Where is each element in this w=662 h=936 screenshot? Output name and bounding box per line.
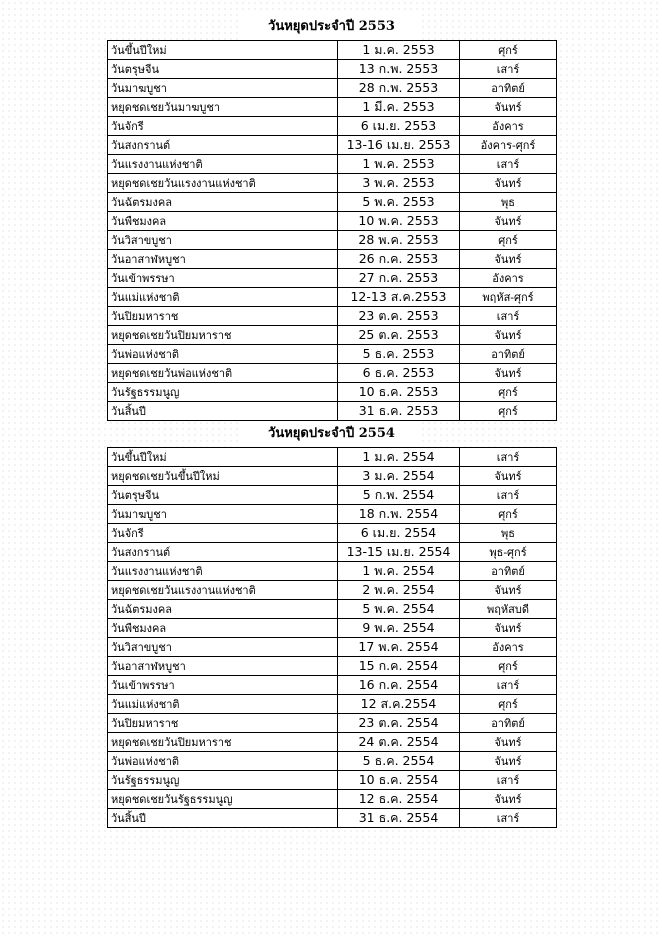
holiday-row (108, 619, 557, 638)
holiday-date-text: 27 ก.ค. 2553 (358, 270, 439, 285)
holiday-weekday: จันทร์ (460, 733, 557, 752)
holiday-name: วันปิยมหาราช (108, 307, 338, 326)
holiday-date (338, 250, 460, 269)
holiday-weekday: อาทิตย์ (460, 714, 557, 733)
holiday-date-text: 1 มี.ค. 2553 (362, 99, 435, 114)
holiday-weekday: ศุกร์ (460, 383, 557, 402)
holiday-weekday: เสาร์ (460, 771, 557, 790)
holiday-date-text: 26 ก.ค. 2553 (358, 251, 439, 266)
holiday-weekday: อาทิตย์ (460, 345, 557, 364)
holiday-name: วันวิสาขบูชา (108, 638, 338, 657)
holiday-row (108, 809, 557, 828)
holiday-date-text: 5 พ.ค. 2553 (362, 194, 435, 209)
holiday-date (338, 41, 460, 60)
holiday-name: วันฉัตรมงคล (108, 600, 338, 619)
holiday-row (108, 543, 557, 562)
holiday-name: วันขึ้นปีใหม่ (108, 41, 338, 60)
holiday-date (338, 117, 460, 136)
holiday-name: หยุดชดเชยวันรัฐธรรมนูญ (108, 790, 338, 809)
holiday-date (338, 269, 460, 288)
holiday-row (108, 467, 557, 486)
holiday-date-text: 12 ส.ค.2554 (360, 696, 437, 711)
holiday-weekday: พฤหัส-ศุกร์ (460, 288, 557, 307)
holiday-row (108, 326, 557, 345)
holiday-name: วันรัฐธรรมนูญ (108, 771, 338, 790)
holiday-row (108, 269, 557, 288)
holiday-date (338, 326, 460, 345)
holiday-name: วันจักรี (108, 117, 338, 136)
holiday-weekday: ศุกร์ (460, 231, 557, 250)
holiday-name: วันพ่อแห่งชาติ (108, 752, 338, 771)
holiday-row (108, 562, 557, 581)
holiday-name: วันขึ้นปีใหม่ (108, 448, 338, 467)
holiday-date-text: 13-15 เม.ย. 2554 (346, 544, 451, 559)
holiday-weekday: อาทิตย์ (460, 562, 557, 581)
holiday-date-text: 10 ธ.ค. 2553 (358, 384, 439, 399)
holiday-date (338, 79, 460, 98)
holiday-row (108, 41, 557, 60)
holiday-date-text: 9 พ.ค. 2554 (362, 620, 435, 635)
holiday-weekday: จันทร์ (460, 619, 557, 638)
holiday-row (108, 790, 557, 809)
holiday-date (338, 345, 460, 364)
holiday-row (108, 486, 557, 505)
holiday-weekday: อาทิตย์ (460, 79, 557, 98)
holiday-name: หยุดชดเชยวันปิยมหาราช (108, 326, 338, 345)
holiday-weekday: อังคาร (460, 269, 557, 288)
holiday-date (338, 402, 460, 421)
holiday-weekday: เสาร์ (460, 448, 557, 467)
holiday-name: วันตรุษจีน (108, 60, 338, 79)
holiday-weekday: พุธ (460, 524, 557, 543)
holiday-row (108, 174, 557, 193)
holiday-weekday: อังคาร (460, 638, 557, 657)
holiday-name: หยุดชดเชยวันพ่อแห่งชาติ (108, 364, 338, 383)
holiday-date-text: 10 พ.ค. 2553 (358, 213, 439, 228)
holiday-date (338, 98, 460, 117)
holiday-name: วันฉัตรมงคล (108, 193, 338, 212)
holiday-name: วันเข้าพรรษา (108, 676, 338, 695)
holiday-row (108, 524, 557, 543)
holiday-name: วันอาสาฬหบูชา (108, 657, 338, 676)
holiday-date (338, 364, 460, 383)
holiday-row (108, 448, 557, 467)
holiday-table-2554 (107, 447, 557, 828)
holiday-weekday: เสาร์ (460, 676, 557, 695)
holiday-date (338, 600, 460, 619)
holiday-date (338, 448, 460, 467)
holiday-date-text: 2 พ.ค. 2554 (362, 582, 435, 597)
holiday-date-text: 10 ธ.ค. 2554 (358, 772, 439, 787)
holiday-date-text: 1 พ.ค. 2554 (362, 563, 435, 578)
holiday-weekday: ศุกร์ (460, 657, 557, 676)
holiday-row (108, 193, 557, 212)
holiday-row (108, 231, 557, 250)
holiday-name: วันสิ้นปี (108, 809, 338, 828)
holiday-row (108, 212, 557, 231)
holiday-name: วันอาสาฬหบูชา (108, 250, 338, 269)
holiday-row (108, 676, 557, 695)
holiday-date-text: 12 ธ.ค. 2554 (358, 791, 439, 806)
holiday-date-text: 13-16 เม.ย. 2553 (346, 137, 451, 152)
holiday-name: วันแรงงานแห่งชาติ (108, 562, 338, 581)
holiday-date (338, 505, 460, 524)
holiday-row (108, 250, 557, 269)
holiday-name: หยุดชดเชยวันขึ้นปีใหม่ (108, 467, 338, 486)
holiday-date-text: 12-13 ส.ค.2553 (350, 289, 447, 304)
holiday-date-text: 24 ต.ค. 2554 (358, 734, 439, 749)
holiday-date-text: 6 เม.ย. 2554 (360, 525, 437, 540)
holiday-row (108, 364, 557, 383)
holiday-row (108, 505, 557, 524)
holiday-date (338, 581, 460, 600)
holiday-date-text: 1 ม.ค. 2553 (362, 42, 435, 57)
holiday-name: วันเข้าพรรษา (108, 269, 338, 288)
holiday-date-text: 18 ก.พ. 2554 (358, 506, 439, 521)
holiday-weekday: เสาร์ (460, 155, 557, 174)
section-title-2554: วันหยุดประจำปี 2554 (242, 421, 422, 447)
holiday-date-text: 23 ต.ค. 2554 (358, 715, 439, 730)
holiday-weekday: อังคาร-ศุกร์ (460, 136, 557, 155)
holiday-date-text: 15 ก.ค. 2554 (358, 658, 439, 673)
holiday-row (108, 638, 557, 657)
holiday-date (338, 524, 460, 543)
holiday-name: วันแรงงานแห่งชาติ (108, 155, 338, 174)
holiday-name: วันพ่อแห่งชาติ (108, 345, 338, 364)
holiday-date (338, 231, 460, 250)
holiday-row (108, 581, 557, 600)
holiday-date (338, 676, 460, 695)
holiday-date-text: 16 ก.ค. 2554 (358, 677, 439, 692)
holiday-row (108, 600, 557, 619)
holiday-name: วันแม่แห่งชาติ (108, 695, 338, 714)
holiday-name: วันสงกรานต์ (108, 136, 338, 155)
holiday-date-text: 3 พ.ค. 2553 (362, 175, 435, 190)
holiday-date-text: 1 ม.ค. 2554 (362, 449, 435, 464)
holiday-name: หยุดชดเชยวันแรงงานแห่งชาติ (108, 581, 338, 600)
holiday-date-text: 5 ธ.ค. 2553 (362, 346, 435, 361)
holiday-weekday: เสาร์ (460, 307, 557, 326)
holiday-weekday: ศุกร์ (460, 505, 557, 524)
holiday-date (338, 657, 460, 676)
holiday-name: วันปิยมหาราช (108, 714, 338, 733)
section-title-2553: วันหยุดประจำปี 2553 (242, 14, 422, 40)
holiday-date (338, 155, 460, 174)
holiday-date-text: 13 ก.พ. 2553 (358, 61, 439, 76)
holiday-name: วันมาฆบูชา (108, 505, 338, 524)
holiday-date (338, 790, 460, 809)
holiday-weekday: จันทร์ (460, 212, 557, 231)
holiday-weekday: เสาร์ (460, 60, 557, 79)
holiday-row (108, 307, 557, 326)
holiday-weekday: จันทร์ (460, 174, 557, 193)
holiday-name: วันสิ้นปี (108, 402, 338, 421)
holiday-weekday: ศุกร์ (460, 695, 557, 714)
holiday-weekday: จันทร์ (460, 364, 557, 383)
holiday-row (108, 117, 557, 136)
holiday-row (108, 136, 557, 155)
holiday-weekday: พฤหัสบดี (460, 600, 557, 619)
holiday-row (108, 345, 557, 364)
holiday-date-text: 25 ต.ค. 2553 (358, 327, 439, 342)
holiday-date (338, 752, 460, 771)
holiday-date-text: 28 พ.ค. 2553 (358, 232, 439, 247)
holiday-date-text: 31 ธ.ค. 2553 (358, 403, 439, 418)
holiday-name: วันจักรี (108, 524, 338, 543)
holiday-name: วันวิสาขบูชา (108, 231, 338, 250)
holiday-name: วันรัฐธรรมนูญ (108, 383, 338, 402)
holiday-name: วันพืชมงคล (108, 212, 338, 231)
holiday-name: วันตรุษจีน (108, 486, 338, 505)
holiday-date-text: 5 ธ.ค. 2554 (362, 753, 435, 768)
holiday-date (338, 467, 460, 486)
holiday-date (338, 809, 460, 828)
holiday-weekday: เสาร์ (460, 809, 557, 828)
holiday-row (108, 695, 557, 714)
holiday-date-text: 23 ต.ค. 2553 (358, 308, 439, 323)
holiday-name: หยุดชดเชยวันปิยมหาราช (108, 733, 338, 752)
holiday-date (338, 714, 460, 733)
holiday-date (338, 60, 460, 79)
holiday-date (338, 543, 460, 562)
holiday-name: วันสงกรานต์ (108, 543, 338, 562)
holiday-date (338, 486, 460, 505)
holiday-table-2553 (107, 40, 557, 421)
holiday-weekday: จันทร์ (460, 752, 557, 771)
holiday-weekday: จันทร์ (460, 790, 557, 809)
holiday-date (338, 638, 460, 657)
holiday-weekday: จันทร์ (460, 98, 557, 117)
holiday-row (108, 657, 557, 676)
holiday-date-text: 1 พ.ค. 2553 (362, 156, 435, 171)
holiday-name: หยุดชดเชยวันแรงงานแห่งชาติ (108, 174, 338, 193)
holiday-date-text: 6 เม.ย. 2553 (360, 118, 437, 133)
holiday-document (107, 14, 556, 828)
holiday-date-text: 6 ธ.ค. 2553 (362, 365, 435, 380)
holiday-weekday: ศุกร์ (460, 41, 557, 60)
holiday-weekday: จันทร์ (460, 467, 557, 486)
holiday-weekday: เสาร์ (460, 486, 557, 505)
holiday-weekday: อังคาร (460, 117, 557, 136)
holiday-weekday: พุธ (460, 193, 557, 212)
holiday-date (338, 212, 460, 231)
holiday-row (108, 98, 557, 117)
holiday-row (108, 402, 557, 421)
holiday-date-text: 31 ธ.ค. 2554 (358, 810, 439, 825)
holiday-row (108, 79, 557, 98)
holiday-date (338, 771, 460, 790)
holiday-date-text: 3 ม.ค. 2554 (362, 468, 435, 483)
holiday-name: วันแม่แห่งชาติ (108, 288, 338, 307)
holiday-date-text: 17 พ.ค. 2554 (358, 639, 439, 654)
holiday-date (338, 174, 460, 193)
holiday-weekday: ศุกร์ (460, 402, 557, 421)
holiday-date-text: 28 ก.พ. 2553 (358, 80, 439, 95)
holiday-date (338, 733, 460, 752)
holiday-row (108, 733, 557, 752)
holiday-row (108, 288, 557, 307)
holiday-date (338, 562, 460, 581)
holiday-weekday: จันทร์ (460, 250, 557, 269)
holiday-name: หยุดชดเชยวันมาฆบูชา (108, 98, 338, 117)
holiday-name: วันพืชมงคล (108, 619, 338, 638)
holiday-date (338, 695, 460, 714)
holiday-date (338, 383, 460, 402)
holiday-weekday: จันทร์ (460, 326, 557, 345)
holiday-name: วันมาฆบูชา (108, 79, 338, 98)
holiday-date-text: 5 ก.พ. 2554 (362, 487, 435, 502)
holiday-row (108, 60, 557, 79)
holiday-weekday: จันทร์ (460, 581, 557, 600)
holiday-date (338, 136, 460, 155)
holiday-row (108, 155, 557, 174)
holiday-date (338, 619, 460, 638)
holiday-date (338, 193, 460, 212)
holiday-row (108, 752, 557, 771)
holiday-weekday: พุธ-ศุกร์ (460, 543, 557, 562)
holiday-row (108, 714, 557, 733)
holiday-date-text: 5 พ.ค. 2554 (362, 601, 435, 616)
holiday-date (338, 307, 460, 326)
holiday-row (108, 383, 557, 402)
holiday-date (338, 288, 460, 307)
holiday-row (108, 771, 557, 790)
